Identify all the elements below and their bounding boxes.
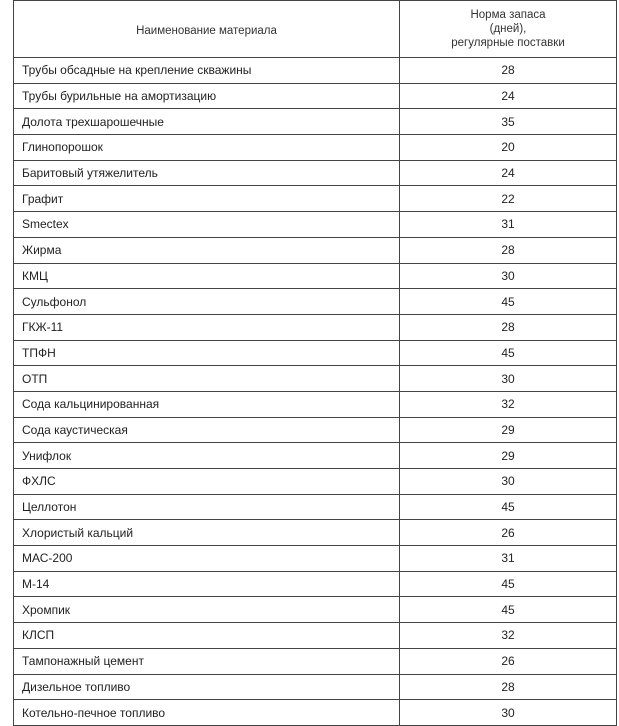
material-name: Унифлок (14, 443, 400, 469)
stock-norm-value: 30 (400, 263, 617, 289)
material-name: Хромпик (14, 597, 400, 623)
table-header-row (14, 1, 617, 58)
table-row (14, 623, 617, 649)
table-row (14, 237, 617, 263)
stock-norm-value: 28 (400, 237, 617, 263)
stock-norm-value: 26 (400, 648, 617, 674)
stock-norm-value: 32 (400, 391, 617, 417)
table-row (14, 135, 617, 161)
material-name: Жирма (14, 237, 400, 263)
table-row (14, 700, 617, 726)
stock-norm-value: 24 (400, 83, 617, 109)
material-name: Дизельное топливо (14, 674, 400, 700)
material-name: Графит (14, 186, 400, 212)
stock-norm-value: 29 (400, 443, 617, 469)
header-stock-norm-line3: регулярные поставки (451, 37, 565, 49)
table-row (14, 494, 617, 520)
stock-norm-value: 45 (400, 494, 617, 520)
material-name: Баритовый утяжелитель (14, 160, 400, 186)
stock-norm-value: 22 (400, 186, 617, 212)
material-name: Хлористый кальций (14, 520, 400, 546)
header-stock-norm-line1: Норма запаса (470, 9, 546, 21)
stock-norm-value: 45 (400, 289, 617, 315)
stock-norm-value: 45 (400, 340, 617, 366)
material-name: Трубы обсадные на крепление скважины (14, 58, 400, 84)
stock-norm-value: 28 (400, 674, 617, 700)
stock-norm-value: 30 (400, 700, 617, 726)
table-row (14, 212, 617, 238)
stock-norm-value: 45 (400, 597, 617, 623)
table-row (14, 648, 617, 674)
material-name: ГКЖ-11 (14, 314, 400, 340)
stock-norm-value: 26 (400, 520, 617, 546)
table-row (14, 340, 617, 366)
material-name: Сульфонол (14, 289, 400, 315)
table-row (14, 597, 617, 623)
material-name: Долота трехшарошечные (14, 109, 400, 135)
table-row (14, 58, 617, 84)
table-row (14, 160, 617, 186)
table-row (14, 391, 617, 417)
table-row (14, 83, 617, 109)
stock-norm-value: 28 (400, 314, 617, 340)
table-row (14, 520, 617, 546)
material-name: Сода каустическая (14, 417, 400, 443)
stock-norm-value: 30 (400, 366, 617, 392)
header-stock-norm-line2: (дней), (489, 23, 527, 35)
header-stock-norm (400, 1, 617, 58)
stock-norm-value: 31 (400, 212, 617, 238)
material-name: КМЦ (14, 263, 400, 289)
table-row (14, 289, 617, 315)
material-name: ФХЛС (14, 469, 400, 495)
table-row (14, 186, 617, 212)
header-material-name: Наименование материала (14, 1, 400, 58)
table-row (14, 571, 617, 597)
table-row (14, 109, 617, 135)
material-name: Котельно-печное топливо (14, 700, 400, 726)
material-name: Целлотон (14, 494, 400, 520)
table-row (14, 366, 617, 392)
stock-norm-value: 20 (400, 135, 617, 161)
material-name: Глинопорошок (14, 135, 400, 161)
stock-norm-value: 24 (400, 160, 617, 186)
stock-norm-value: 29 (400, 417, 617, 443)
material-name: КЛСП (14, 623, 400, 649)
material-name: Трубы бурильные на амортизацию (14, 83, 400, 109)
stock-norm-value: 45 (400, 571, 617, 597)
table-row (14, 546, 617, 572)
material-name: МАС-200 (14, 546, 400, 572)
stock-norm-value: 30 (400, 469, 617, 495)
table-row (14, 263, 617, 289)
material-name: Сода кальцинированная (14, 391, 400, 417)
material-name: М-14 (14, 571, 400, 597)
material-name: ТПФН (14, 340, 400, 366)
table-row (14, 674, 617, 700)
table-row (14, 417, 617, 443)
table-row (14, 469, 617, 495)
table-row (14, 443, 617, 469)
material-name: Тампонажный цемент (14, 648, 400, 674)
stock-norm-value: 31 (400, 546, 617, 572)
materials-stock-table (13, 0, 617, 726)
stock-norm-value: 35 (400, 109, 617, 135)
material-name: ОТП (14, 366, 400, 392)
stock-norm-value: 28 (400, 58, 617, 84)
stock-norm-value: 32 (400, 623, 617, 649)
table-row (14, 314, 617, 340)
material-name: Smectex (14, 212, 400, 238)
